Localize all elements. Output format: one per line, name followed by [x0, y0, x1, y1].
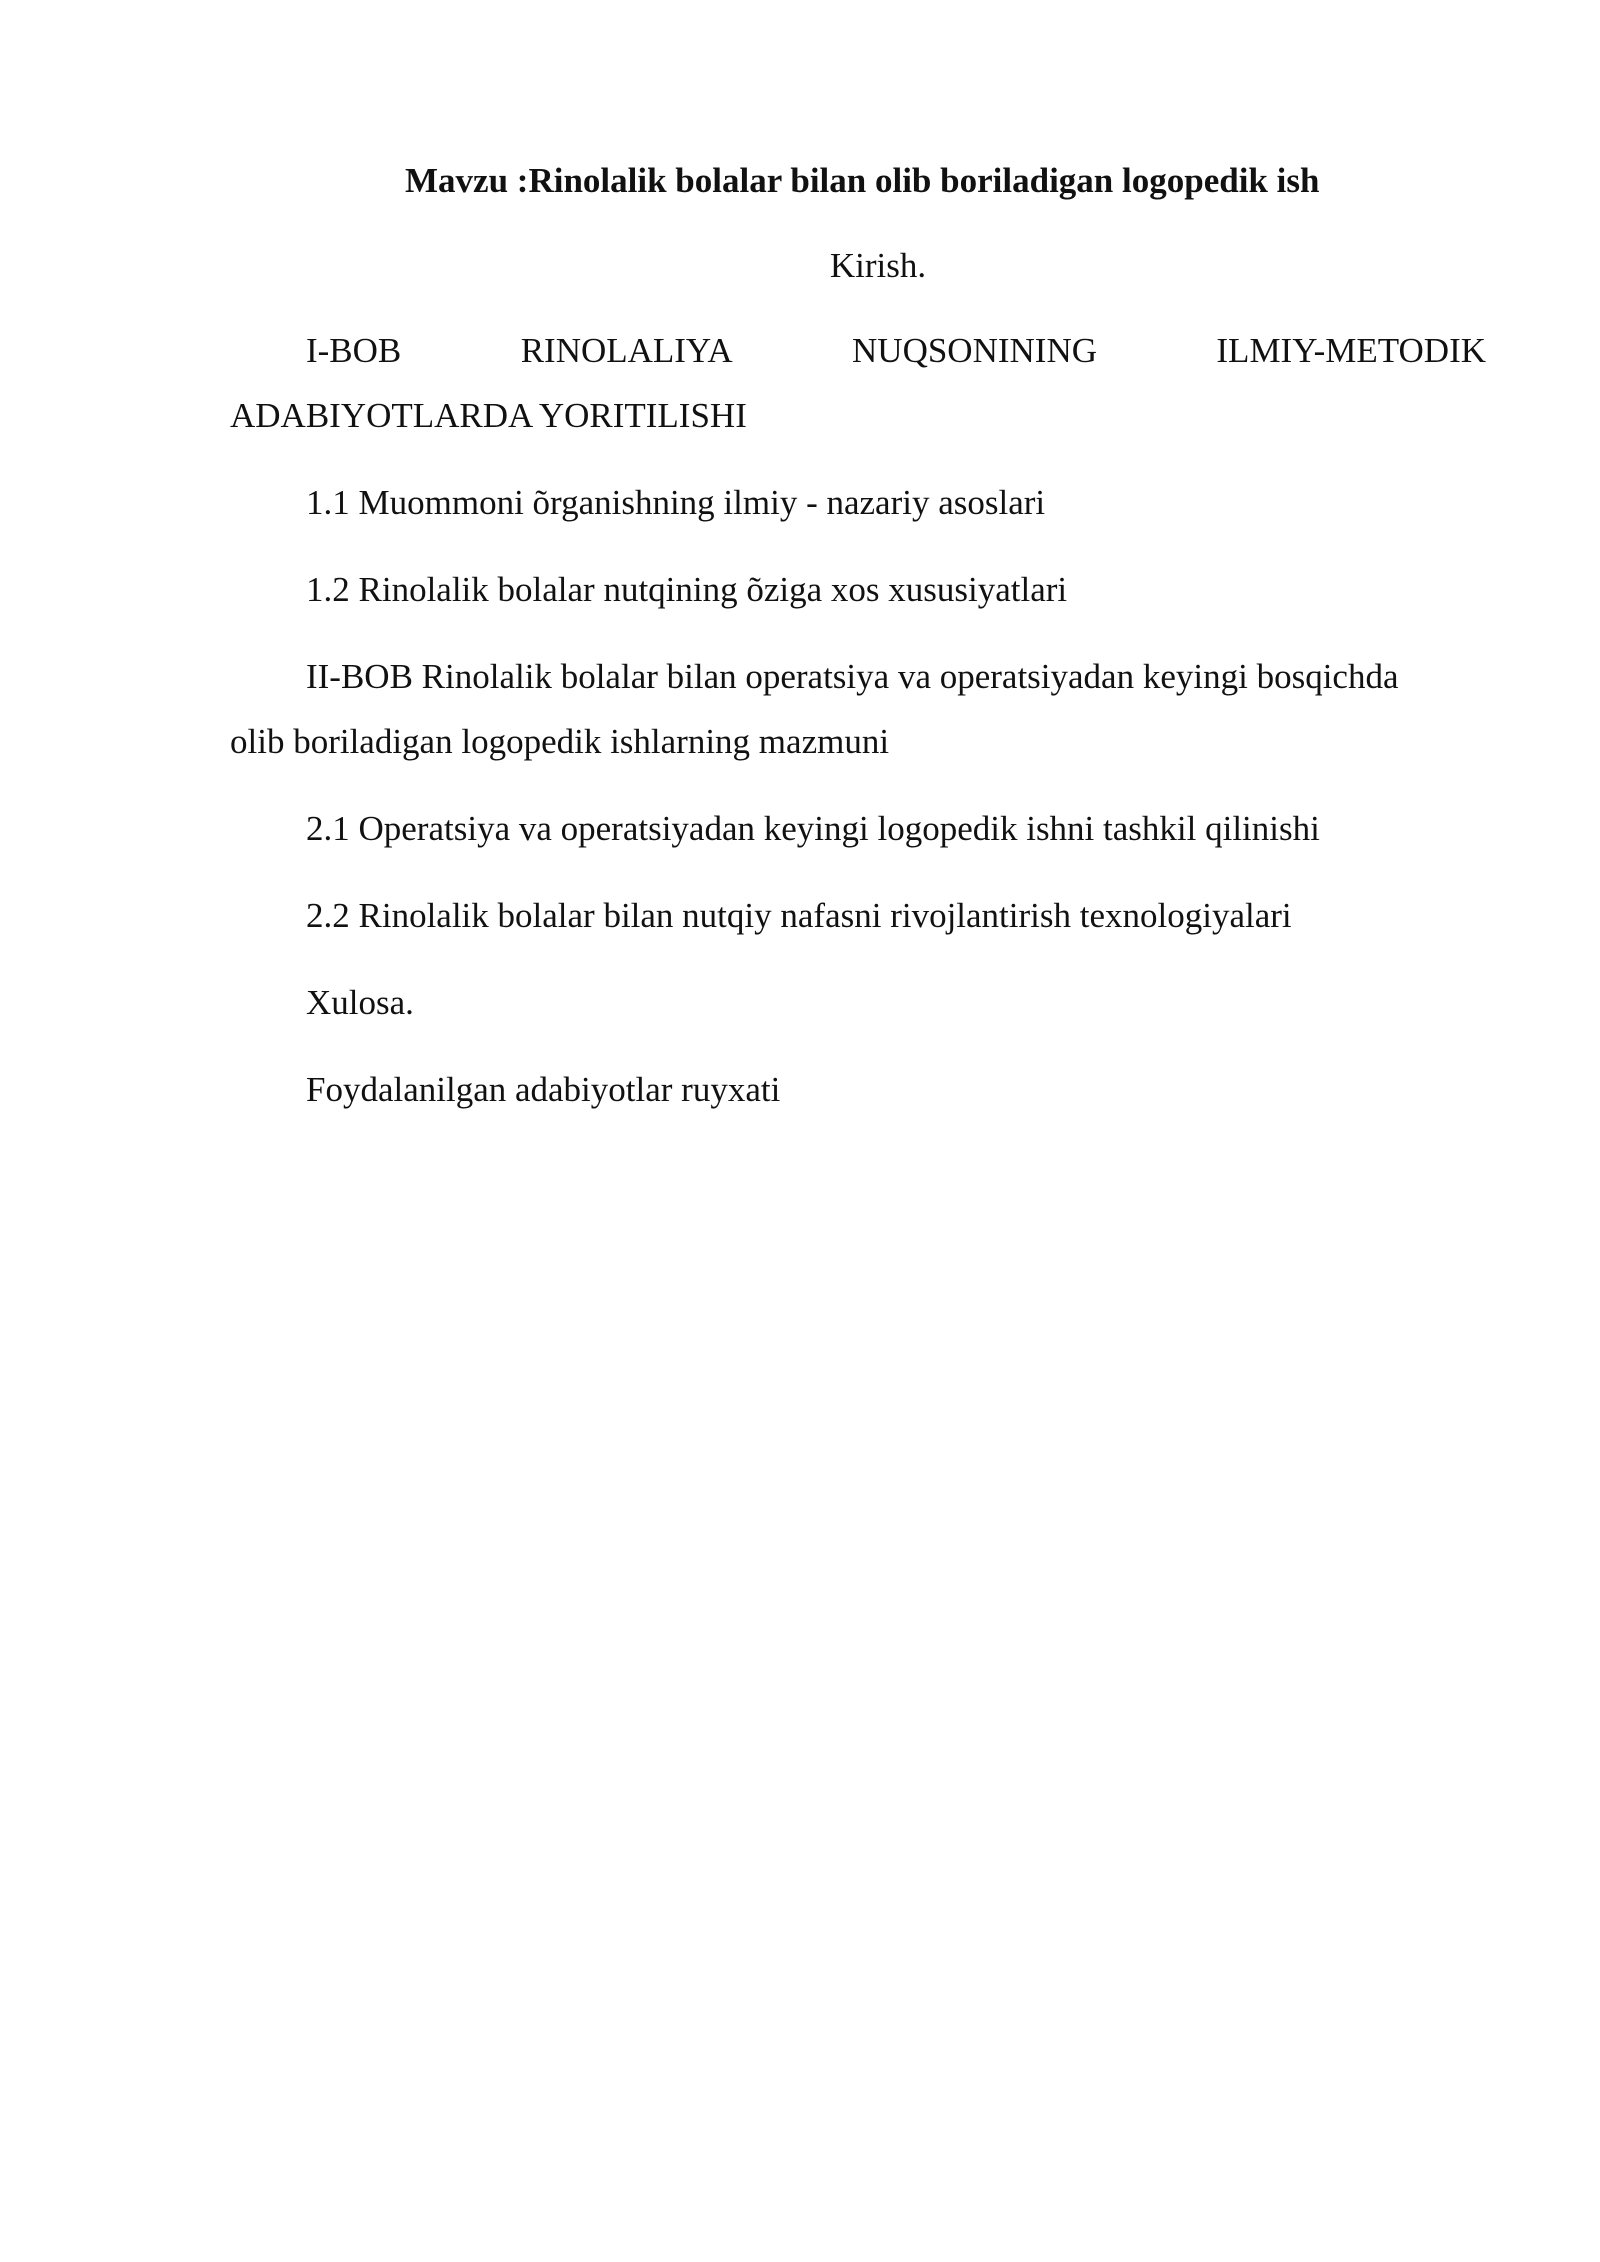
- chapter-1-word: NUQSONINING: [852, 331, 1097, 370]
- conclusion-heading: Xulosa.: [306, 983, 414, 1022]
- chapter-1-second-line: ADABIYOTLARDA YORITILISHI: [230, 396, 747, 435]
- section-1-1: 1.1 Muommoni õrganishning ilmiy - nazariy asoslari: [306, 483, 1046, 522]
- chapter-1-word: I-BOB: [306, 331, 402, 370]
- section-2-1: 2.1 Operatsiya va operatsiyadan keyingi logopedik ishni tashkil qilinishi: [306, 809, 1320, 848]
- chapter-2-heading: [230, 644, 1486, 774]
- chapter-2-second-line: olib boriladigan logopedik ishlarning mazmuni: [230, 722, 890, 761]
- intro-heading: Kirish.: [829, 246, 927, 285]
- table-of-contents: [230, 148, 1486, 1144]
- chapter-2-first-line: II-BOB Rinolalik bolalar bilan operatsiya va operatsiyadan keyingi bosqichda: [306, 657, 1399, 696]
- section-1-2: 1.2 Rinolalik bolalar nutqining õziga xos xususiyatlari: [306, 570, 1068, 609]
- chapter-1-word: RINOLALIYA: [520, 331, 733, 370]
- chapter-1-word: ILMIY-METODIK: [1216, 331, 1486, 370]
- references-heading: Foydalanilgan adabiyotlar ruyxati: [306, 1070, 781, 1109]
- chapter-1-heading: [230, 318, 1486, 448]
- document-title: Mavzu :Rinolalik bolalar bilan olib boriladigan logopedik ish: [405, 161, 1320, 200]
- chapter-1-first-line: [230, 318, 1486, 383]
- section-2-2: 2.2 Rinolalik bolalar bilan nutqiy nafasni rivojlantirish texnologiyalari: [306, 896, 1292, 935]
